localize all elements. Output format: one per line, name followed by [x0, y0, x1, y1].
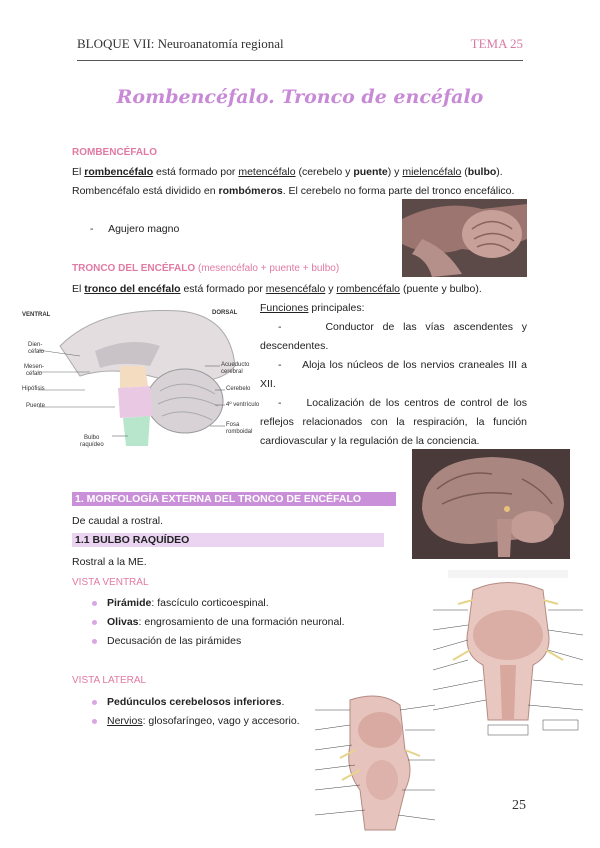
line-rostral-me: Rostral a la ME.	[72, 556, 147, 568]
label-diencefalo-2: céfalo	[28, 349, 45, 355]
label-fosa-1: Fosa	[226, 422, 240, 428]
section-band-morfologia: 1. MORFOLOGÍA EXTERNA DEL TRONCO DE ENCÉFALO	[72, 492, 396, 506]
paragraph-tronco: El tronco del encéfalo está formado por mesencéfalo y rombencéfalo (puente y bulbo).	[72, 283, 482, 295]
paragraph-rombencefalo-2: Rombencéfalo está dividido en rombómeros. El cerebelo no forma parte del tronco encefálico.	[72, 185, 515, 197]
ventral-item-1: Pirámide: fascículo corticoespinal.	[92, 594, 269, 613]
label-hipofisis: Hipófisis	[22, 386, 45, 392]
label-bulbo-1: Bulbo	[84, 435, 100, 441]
header-divider	[77, 60, 523, 61]
section-heading-tronco: TRONCO DEL ENCÉFALO (mesencéfalo + puente + bulbo)	[72, 263, 340, 274]
functions-title: Funciones principales:	[260, 302, 365, 314]
dash-item: - Agujero magno	[90, 223, 180, 235]
label-fosa-2: romboidal	[226, 429, 253, 435]
label-dorsal: DORSAL	[212, 310, 238, 316]
brainstem-diagram	[20, 306, 265, 466]
label-diencefalo-1: Dien-	[28, 342, 43, 348]
heading-vista-lateral: VISTA LATERAL	[72, 675, 147, 686]
brainstem-lateral-illustration	[310, 690, 440, 840]
line-caudal-rostral: De caudal a rostral.	[72, 515, 164, 527]
lateral-item-1: Pedúnculos cerebelosos inferiores.	[92, 693, 284, 712]
ventral-item-3: Decusación de las pirámides	[92, 632, 241, 651]
label-cerebelo: Cerebelo	[226, 386, 251, 392]
page-number: 25	[512, 798, 526, 813]
label-acueducto-2: cerebral	[221, 369, 243, 375]
label-mesencefalo-2: céfalo	[26, 371, 43, 377]
label-bulbo-2: raquídeo	[80, 442, 104, 448]
heading-vista-ventral: VISTA VENTRAL	[72, 577, 149, 588]
section-band-bulbo: 1.1 BULBO RAQUÍDEO	[72, 533, 384, 547]
ventral-item-2: Olivas: engrosamiento de una formación neuronal.	[92, 613, 345, 632]
brain-sagittal-photo	[402, 199, 527, 277]
label-acueducto-1: Acueducto	[221, 362, 250, 368]
header-right: TEMA 25	[470, 36, 523, 51]
page-title: Rombencéfalo. Tronco de encéfalo	[116, 86, 484, 108]
paragraph-rombencefalo-1: El rombencéfalo está formado por metencéfalo (cerebelo y puente) y mielencéfalo (bulbo).	[72, 166, 503, 178]
section-heading-rombencefalo: ROMBENCÉFALO	[72, 147, 157, 158]
label-4-ventriculo: 4º ventrículo	[226, 402, 260, 408]
function-item-1: - Conductor de las vías ascendentes y descendentes.	[260, 321, 527, 352]
brainstem-ventral-illustration	[428, 570, 588, 750]
lateral-item-2: Nervios: glosofaríngeo, vago y accesorio.	[92, 712, 300, 731]
label-mesencefalo-1: Mesen-	[24, 364, 45, 370]
brain-sagittal-photo-2	[412, 449, 570, 559]
label-puente: Puente	[26, 403, 46, 409]
header-left: BLOQUE VII: Neuroanatomía regional	[77, 36, 284, 51]
label-ventral: VENTRAL	[22, 312, 51, 318]
function-item-3: - Localización de los centros de control de los reflejos relacionados con la respiración, la función cardiovascular y la regulación de la conciencia.	[260, 397, 527, 447]
function-item-2: - Aloja los núcleos de los nervios craneales III a XII.	[260, 359, 527, 390]
